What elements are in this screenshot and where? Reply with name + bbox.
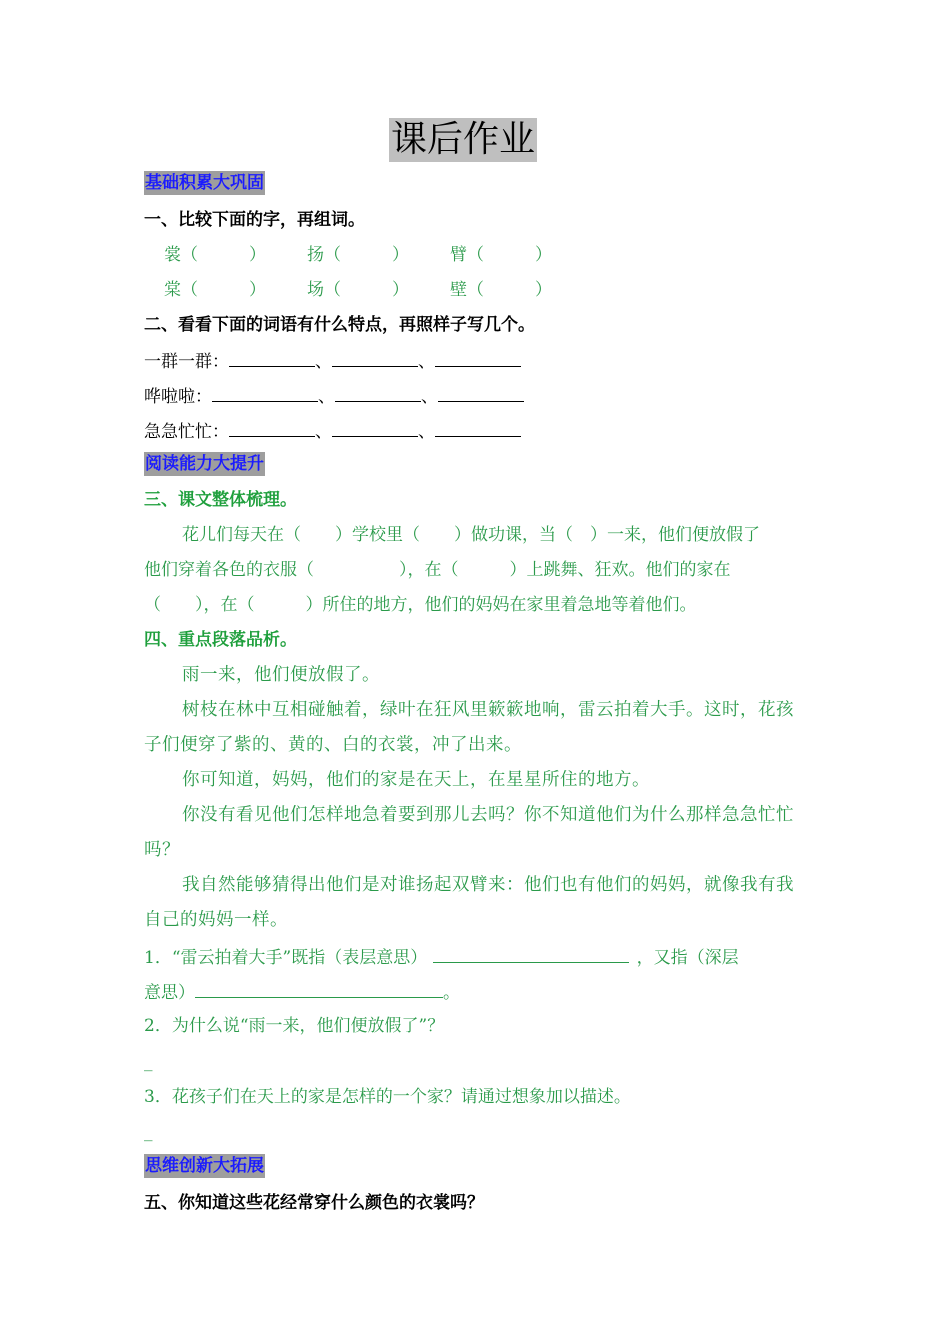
answer-blank[interactable] (335, 383, 421, 402)
answer-blank[interactable] (435, 418, 521, 437)
answer-blank[interactable] (435, 348, 521, 367)
answer-blank[interactable] (332, 418, 418, 437)
answer-blank[interactable] (229, 418, 315, 437)
q4-heading: 四、重点段落品析。 (144, 630, 297, 650)
q2-label: 急急忙忙： (144, 422, 229, 442)
q3-line: 他们穿着各色的衣服（ ），在（ ）上跳舞、狂欢。他们的家在 (144, 560, 731, 580)
answer-blank[interactable] (332, 348, 418, 367)
q2-label: 一群一群： (144, 352, 229, 372)
q3-heading: 三、课文整体梳理。 (144, 490, 297, 510)
separator: 、 (315, 422, 332, 442)
q1-item: 臂（ ） (450, 245, 552, 265)
answer-line[interactable]: _ (144, 1052, 153, 1072)
q2-row (144, 418, 521, 444)
q1-item: 壁（ ） (450, 280, 552, 300)
answer-blank[interactable] (195, 979, 443, 998)
sub1-period: 。 (443, 983, 460, 1003)
q1-item: 棠（ ） (164, 280, 266, 300)
answer-blank[interactable] (438, 383, 524, 402)
answer-line[interactable]: _ (144, 1122, 153, 1142)
section-reading: 阅读能力大提升 (145, 454, 264, 474)
q3-line: （ ），在（ ）所住的地方，他们的妈妈在家里着急地等着他们。 (144, 595, 697, 615)
separator: 、 (418, 422, 435, 442)
answer-blank[interactable] (229, 348, 315, 367)
q1-item: 场（ ） (307, 280, 409, 300)
answer-blank[interactable] (212, 383, 318, 402)
passage-paragraph: 雨一来，他们便放假了。 (182, 665, 380, 685)
q4-sub3: 3．花孩子们在天上的家是怎样的一个家？请通过想象加以描述。 (144, 1087, 631, 1107)
q2-label: 哗啦啦： (144, 387, 212, 407)
q1-item: 扬（ ） (307, 245, 409, 265)
section-thinking: 思维创新大拓展 (145, 1156, 264, 1176)
q3-line: 花儿们每天在（ ）学校里（ ）做功课，当（ ）一来，他们便放假了 (182, 525, 760, 545)
q4-sub2: 2．为什么说“雨一来，他们便放假了”？ (144, 1016, 445, 1036)
section-basic: 基础积累大巩固 (145, 173, 264, 193)
sub1-prompt-end: 意思） (144, 983, 195, 1003)
separator: 、 (318, 387, 335, 407)
q2-heading: 二、看看下面的词语有什么特点，再照样子写几个。 (144, 315, 535, 335)
sub1-prompt-cont: ，又指（深层 (636, 948, 739, 968)
separator: 、 (421, 387, 438, 407)
q1-item: 裳（ ） (164, 245, 266, 265)
q2-row (144, 383, 524, 409)
passage-paragraph: 树枝在林中互相碰触着，绿叶在狂风里簌簌地响，雷云拍着大手。这时，花孩子们便穿了紫的、黄的、白的衣裳，冲了出来。 (144, 700, 794, 755)
passage-paragraph: 我自然能够猜得出他们是对谁扬起双臂来：他们也有他们的妈妈，就像我有我自己的妈妈一样。 (144, 875, 794, 930)
q5-heading: 五、你知道这些花经常穿什么颜色的衣裳吗？ (144, 1193, 484, 1213)
page-title: 课后作业 (391, 119, 536, 160)
separator: 、 (315, 352, 332, 372)
q4-sub1 (144, 944, 739, 970)
sub1-prompt: 1．“雷云拍着大手”既指（表层意思） (144, 948, 428, 968)
q2-row (144, 348, 521, 374)
passage-paragraph: 你没有看见他们怎样地急着要到那儿去吗？你不知道他们为什么那样急急忙忙吗？ (144, 805, 794, 860)
passage-paragraph: 你可知道，妈妈，他们的家是在天上，在星星所住的地方。 (182, 770, 650, 790)
answer-blank[interactable] (433, 944, 629, 963)
q4-sub1-line2 (144, 979, 460, 1005)
separator: 、 (418, 352, 435, 372)
q1-heading: 一、比较下面的字，再组词。 (144, 210, 365, 230)
